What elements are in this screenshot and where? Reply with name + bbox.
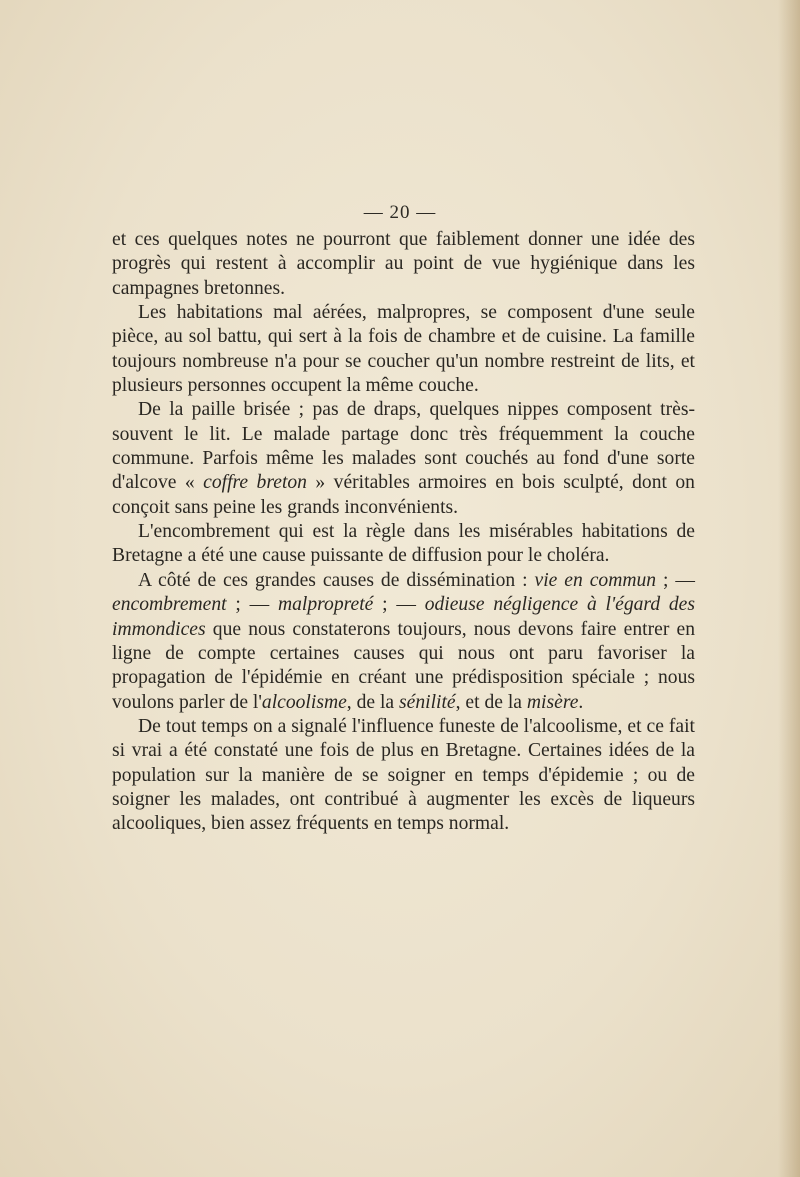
p5-text-2: ; — (656, 569, 696, 591)
page-edge-shadow (778, 0, 800, 1177)
p5-text-7: , et de la (455, 691, 527, 713)
italic-term-senilite: sénilité (399, 691, 456, 713)
p5-text-8: . (578, 691, 584, 713)
paragraph-3 (112, 398, 695, 520)
italic-term-alcoolisme: alcoolisme (261, 691, 347, 713)
paragraph-4: L'encombrement qui est la règle dans les misérables habitations de Bretagne a été une cause puissante de diffusion pour le choléra. (112, 521, 695, 567)
p5-text-6: , de la (346, 691, 400, 713)
paragraph-6: De tout temps on a signalé l'influence funeste de l'alcoolisme, et ce fait si vrai a été constaté une fois de plus en Bretagne. Certaines idées de la population sur la manière de se soigner en temps d'épidemie ; ou de soigner les malades, ont contribué à augmenter les excès de liqueurs alcooliques, bien assez fréquents en temps normal. (112, 715, 695, 835)
p5-text-5: que nous constaterons toujours, nous devons faire entrer en ligne de compte certaines causes qui nous ont paru favoriser la propagation de l'épidémie en créant une prédisposition spéciale ; nous voulons parler de l' (112, 618, 695, 713)
paragraph-5 (112, 569, 695, 715)
italic-term-vie-en-commun: vie en commun (534, 569, 657, 591)
italic-term-coffre-breton: coffre breton (203, 472, 307, 494)
italic-term-negligence: odieuse négligence à l'égard des immondices (112, 594, 696, 640)
paragraph-3-text-a: De la paille brisée ; pas de draps, quelques nippes composent très-souvent le lit. Le malade partage donc très fréquemment la couche commune. Parfois même les malades sont couchés au fond d'une sorte d'alcove « (112, 399, 695, 494)
page-number: — 20 — (363, 202, 437, 223)
paragraph-3-text-b: » véritables armoires en bois sculpté, dont on conçoit sans peine les grands inconvénients. (112, 472, 695, 518)
p5-text-1: A côté de ces grandes causes de dissémination : (138, 569, 535, 591)
paragraph-2: Les habitations mal aérées, malpropres, se composent d'une seule pièce, au sol battu, qui sert à la fois de chambre et de cuisine. La famille toujours nombreuse n'a pour se coucher qu'un nombre restreint de lits, et plusieurs personnes occupent la même couche. (112, 302, 695, 397)
italic-term-misere: misère (526, 691, 579, 713)
p5-text-3: ; — (226, 594, 278, 616)
p5-text-4: ; — (373, 594, 425, 616)
italic-term-encombrement: encombrement (112, 594, 227, 616)
paragraph-1: et ces quelques notes ne pourront que faiblement donner une idée des progrès qui restent à accomplir au point de vue hygiénique dans les campagnes bretonnes. (112, 229, 695, 299)
body-text (112, 228, 695, 837)
italic-term-malproprete: malpropreté (277, 594, 374, 616)
